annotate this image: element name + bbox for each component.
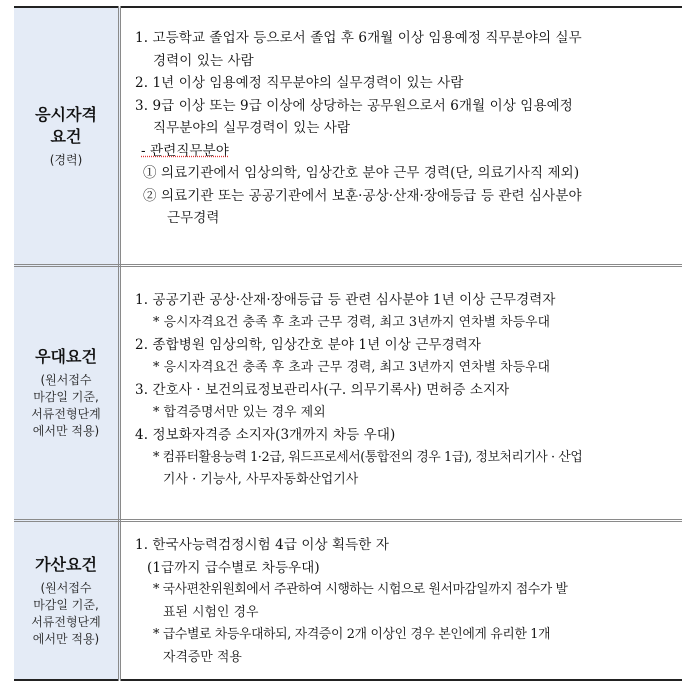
sublabel-line: 서류전형단계 bbox=[31, 407, 101, 421]
sublabel-line: 에서만 적용) bbox=[32, 424, 100, 438]
content-line: 1. 고등학교 졸업자 등으로서 졸업 후 6개월 이상 임용예정 직무분야의 실무 bbox=[135, 30, 582, 46]
row-label: 응시자격 요건 bbox=[35, 104, 97, 146]
content-line: 2. 종합병원 임상의학, 임상간호 분야 1년 이상 근무경력자 bbox=[135, 337, 482, 353]
row-content-cell bbox=[120, 266, 683, 521]
content-line: 1. 한국사능력검정시험 4급 이상 획득한 자 bbox=[135, 537, 389, 553]
content-line: * 급수별로 차등우대하되, 자격증이 2개 이상인 경우 본인에게 유리한 1개 bbox=[153, 627, 551, 642]
content-line: 자격증만 적용 bbox=[163, 649, 242, 665]
content-line: 경력이 있는 사람 bbox=[153, 52, 254, 69]
content-line: 4. 정보화자격증 소지자(3개까지 차등 우대) bbox=[135, 427, 396, 443]
content-line: * 응시자격요건 충족 후 초과 근무 경력, 최고 3년까지 연차별 차등우대 bbox=[153, 359, 551, 375]
content-line: - 관련직무분야 bbox=[141, 142, 229, 159]
row-sublabel bbox=[14, 152, 118, 169]
sublabel-line: 마감일 기준, bbox=[33, 390, 99, 404]
row-label: 가산요건 bbox=[35, 554, 97, 574]
sublabel-line: (원서접수 bbox=[40, 580, 92, 595]
content-line: ① 의료기관에서 임상의학, 임상간호 분야 근무 경력(단, 의료기사직 제외) bbox=[143, 165, 580, 181]
row-label-cell bbox=[14, 521, 120, 681]
table-row bbox=[14, 266, 682, 521]
row-label-cell bbox=[14, 7, 120, 266]
row-sublabel bbox=[14, 372, 118, 440]
content-line: * 응시자격요건 충족 후 초과 근무 경력, 최고 3년까지 연차별 차등우대 bbox=[153, 314, 551, 330]
sublabel-line: 에서만 적용) bbox=[32, 631, 100, 646]
content-line: 1. 공공기관 공상·산재·장애등급 등 관련 심사분야 1년 이상 근무경력자 bbox=[135, 292, 556, 308]
table-row bbox=[14, 7, 682, 266]
table-row bbox=[14, 521, 682, 681]
content-line: * 합격증명서만 있는 경우 제외 bbox=[153, 404, 326, 420]
row-sublabel bbox=[14, 580, 118, 648]
row-content-cell bbox=[120, 7, 683, 266]
content-line: 3. 9급 이상 또는 9급 이상에 상당하는 공무원으로서 6개월 이상 임용예정 bbox=[135, 97, 573, 114]
row-label: 우대요건 bbox=[35, 347, 97, 366]
content-line: ② 의료기관 또는 공공기관에서 보훈·공상·산재·장애등급 등 관련 심사분야 bbox=[143, 187, 582, 204]
row-content-cell bbox=[120, 521, 683, 681]
content-line: 직무분야의 실무경력이 있는 사람 bbox=[153, 120, 351, 136]
content-line: * 컴퓨터활용능력 1·2급, 워드프로세서(통합전의 경우 1급), 정보처리기사 · 산업 bbox=[153, 449, 583, 465]
content-line: * 국사편찬위원회에서 주관하여 시행하는 시험으로 원서마감일까지 점수가 발 bbox=[153, 582, 568, 597]
sublabel-line: 마감일 기준, bbox=[33, 597, 99, 612]
requirements-table bbox=[14, 6, 682, 681]
content-line: (1급까지 급수별로 차등우대) bbox=[147, 559, 320, 576]
content-line: 기사 · 기능사, 사무자동화산업기사 bbox=[163, 472, 359, 487]
content-line: 2. 1년 이상 임용예정 직무분야의 실무경력이 있는 사람 bbox=[135, 75, 464, 91]
content-line: 3. 간호사 · 보건의료정보관리사(구. 의무기록사) 면허증 소지자 bbox=[135, 382, 510, 398]
sublabel-line: 서류전형단계 bbox=[31, 614, 101, 629]
sublabel-line: (경력) bbox=[49, 152, 83, 167]
sublabel-line: (원서접수 bbox=[40, 373, 92, 387]
row-label-cell bbox=[14, 266, 120, 521]
content-line: 근무경력 bbox=[167, 210, 220, 226]
content-line: 표된 시험인 경우 bbox=[163, 604, 259, 620]
